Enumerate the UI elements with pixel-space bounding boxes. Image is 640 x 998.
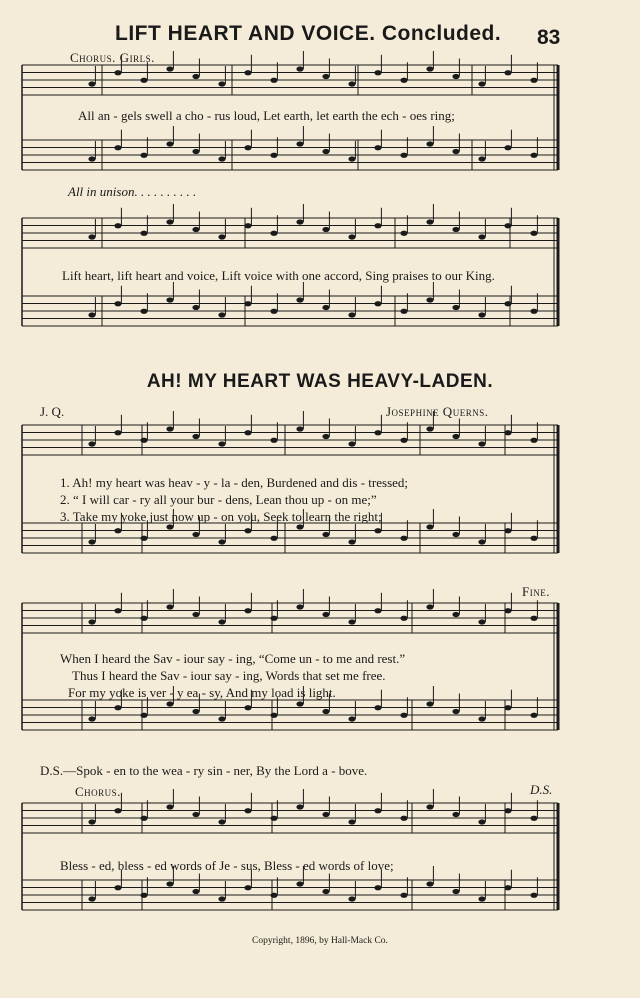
note-head: [348, 156, 355, 161]
note-head: [374, 70, 381, 75]
note-head: [452, 434, 459, 439]
note-head: [504, 608, 511, 613]
note-head: [426, 297, 433, 302]
note-head: [374, 528, 381, 533]
note-head: [452, 305, 459, 310]
note-head: [478, 819, 485, 824]
note-head: [400, 816, 407, 821]
note-head: [374, 430, 381, 435]
note-head: [452, 532, 459, 537]
note-head: [114, 608, 121, 613]
note-head: [296, 141, 303, 146]
note-head: [478, 81, 485, 86]
note-head: [140, 893, 147, 898]
chorus-lyric-line: Bless - ed, bless - ed words of Je - sus, Bless - ed words of love;: [60, 858, 394, 873]
note-head: [530, 893, 537, 898]
note-head: [140, 231, 147, 236]
note-head: [426, 219, 433, 224]
note-head: [244, 608, 251, 613]
verse-line: 2. “ I will car - ry all your bur - dens, Lean thou up - on me;”: [60, 492, 377, 507]
note-head: [478, 156, 485, 161]
note-head: [218, 81, 225, 86]
note-head: [192, 709, 199, 714]
note-head: [348, 896, 355, 901]
note-head: [166, 804, 173, 809]
song-title: AH! MY HEART WAS HEAVY-LADEN.: [146, 371, 494, 392]
note-head: [218, 156, 225, 161]
note-head: [140, 816, 147, 821]
note-head: [296, 297, 303, 302]
fine-label: Fine.: [522, 584, 550, 599]
note-head: [348, 619, 355, 624]
note-head: [478, 312, 485, 317]
note-head: [452, 889, 459, 894]
note-head: [218, 441, 225, 446]
note-head: [166, 604, 173, 609]
verse-line: 3. Take my yoke just now up - on you, Seek to learn the right;: [60, 509, 382, 524]
note-head: [218, 819, 225, 824]
note-head: [140, 153, 147, 158]
note-head: [114, 145, 121, 150]
note-head: [426, 701, 433, 706]
note-head: [478, 896, 485, 901]
note-head: [296, 881, 303, 886]
note-head: [374, 145, 381, 150]
note-head: [192, 434, 199, 439]
note-head: [426, 881, 433, 886]
note-head: [348, 312, 355, 317]
note-head: [452, 812, 459, 817]
note-head: [114, 808, 121, 813]
note-head: [400, 78, 407, 83]
note-head: [452, 612, 459, 617]
note-head: [530, 816, 537, 821]
copyright-notice: Copyright, 1896, by Hall-Mack Co.: [252, 936, 388, 946]
note-head: [88, 156, 95, 161]
note-head: [426, 804, 433, 809]
note-head: [192, 612, 199, 617]
note-head: [530, 78, 537, 83]
note-head: [504, 808, 511, 813]
note-head: [166, 701, 173, 706]
note-head: [400, 616, 407, 621]
direction-text: All in unison. . . . . . . . . .: [68, 184, 197, 199]
note-head: [218, 312, 225, 317]
note-head: [166, 524, 173, 529]
note-head: [270, 536, 277, 541]
note-head: [296, 426, 303, 431]
note-head: [322, 305, 329, 310]
note-head: [530, 231, 537, 236]
note-head: [530, 536, 537, 541]
note-head: [270, 816, 277, 821]
note-head: [530, 309, 537, 314]
note-head: [140, 78, 147, 83]
verse-line: Thus I heard the Sav - iour say - ing, Words that set me free.: [72, 668, 386, 683]
note-head: [504, 430, 511, 435]
note-head: [218, 234, 225, 239]
note-head: [114, 885, 121, 890]
note-head: [244, 301, 251, 306]
note-head: [426, 524, 433, 529]
note-head: [114, 70, 121, 75]
note-head: [322, 709, 329, 714]
lyric-line: All an - gels swell a cho - rus loud, Let earth, let earth the ech - oes ring;: [78, 108, 455, 123]
note-head: [504, 223, 511, 228]
author-initials: J. Q.: [40, 404, 65, 419]
note-head: [218, 619, 225, 624]
note-head: [504, 301, 511, 306]
note-head: [478, 716, 485, 721]
note-head: [478, 234, 485, 239]
note-head: [504, 705, 511, 710]
verse-line: 1. Ah! my heart was heav - y - la - den, Burdened and dis - tressed;: [60, 475, 409, 490]
note-head: [322, 812, 329, 817]
note-head: [88, 619, 95, 624]
note-head: [322, 612, 329, 617]
note-head: [400, 893, 407, 898]
note-head: [400, 438, 407, 443]
note-head: [244, 70, 251, 75]
note-head: [426, 66, 433, 71]
note-head: [348, 539, 355, 544]
note-head: [452, 227, 459, 232]
chorus-girls-label: Chorus. Girls.: [70, 50, 155, 65]
note-head: [244, 705, 251, 710]
note-head: [244, 430, 251, 435]
note-head: [270, 438, 277, 443]
note-head: [114, 223, 121, 228]
note-head: [426, 604, 433, 609]
note-head: [270, 893, 277, 898]
note-head: [88, 81, 95, 86]
note-head: [348, 441, 355, 446]
note-head: [114, 430, 121, 435]
note-head: [270, 153, 277, 158]
note-head: [140, 438, 147, 443]
note-head: [400, 153, 407, 158]
note-head: [530, 616, 537, 621]
note-head: [270, 309, 277, 314]
note-head: [322, 434, 329, 439]
note-head: [114, 301, 121, 306]
note-head: [270, 713, 277, 718]
ds-lyric-line: D.S.—Spok - en to the wea - ry sin - ner, By the Lord a - bove.: [40, 763, 368, 778]
note-head: [140, 713, 147, 718]
note-head: [374, 223, 381, 228]
note-head: [244, 223, 251, 228]
note-head: [452, 709, 459, 714]
note-head: [192, 889, 199, 894]
lyric-line: Lift heart, lift heart and voice, Lift voice with one accord, Sing praises to our King.: [62, 268, 495, 283]
note-head: [270, 616, 277, 621]
note-head: [244, 145, 251, 150]
note-head: [166, 426, 173, 431]
note-head: [504, 145, 511, 150]
note-head: [374, 808, 381, 813]
note-head: [426, 141, 433, 146]
note-head: [88, 312, 95, 317]
note-head: [166, 297, 173, 302]
note-head: [192, 74, 199, 79]
note-head: [218, 539, 225, 544]
note-head: [88, 234, 95, 239]
note-head: [270, 78, 277, 83]
note-head: [348, 234, 355, 239]
note-head: [348, 716, 355, 721]
note-head: [140, 536, 147, 541]
note-head: [322, 227, 329, 232]
note-head: [88, 539, 95, 544]
note-head: [452, 149, 459, 154]
note-head: [166, 66, 173, 71]
ds-label: D.S.: [530, 782, 553, 797]
note-head: [530, 438, 537, 443]
note-head: [478, 619, 485, 624]
note-head: [322, 532, 329, 537]
note-head: [140, 309, 147, 314]
note-head: [348, 819, 355, 824]
page-number: 83: [537, 26, 561, 49]
note-head: [88, 441, 95, 446]
note-head: [88, 716, 95, 721]
note-head: [322, 74, 329, 79]
note-head: [166, 219, 173, 224]
note-head: [140, 616, 147, 621]
note-head: [452, 74, 459, 79]
page-header-title: LIFT HEART AND VOICE. Concluded.: [115, 22, 502, 45]
note-head: [504, 70, 511, 75]
note-head: [270, 231, 277, 236]
note-head: [192, 812, 199, 817]
note-head: [218, 716, 225, 721]
note-head: [478, 539, 485, 544]
note-head: [296, 219, 303, 224]
note-head: [504, 885, 511, 890]
verse-line: For my yoke is ver - y ea - sy, And my load is light.: [68, 685, 336, 700]
note-head: [296, 66, 303, 71]
note-head: [296, 524, 303, 529]
note-head: [374, 301, 381, 306]
note-head: [374, 705, 381, 710]
chorus-label: Chorus.: [75, 784, 121, 799]
note-head: [192, 305, 199, 310]
note-head: [400, 309, 407, 314]
note-head: [400, 713, 407, 718]
note-head: [166, 141, 173, 146]
note-head: [244, 808, 251, 813]
note-head: [530, 153, 537, 158]
composer-name: Josephine Querns.: [386, 404, 489, 419]
note-head: [296, 604, 303, 609]
note-head: [400, 536, 407, 541]
note-head: [426, 426, 433, 431]
note-head: [166, 881, 173, 886]
note-head: [296, 701, 303, 706]
note-head: [374, 608, 381, 613]
note-head: [192, 227, 199, 232]
note-head: [192, 532, 199, 537]
note-head: [114, 705, 121, 710]
note-head: [88, 896, 95, 901]
note-head: [374, 885, 381, 890]
note-head: [296, 804, 303, 809]
note-head: [530, 713, 537, 718]
note-head: [348, 81, 355, 86]
note-head: [218, 896, 225, 901]
note-head: [88, 819, 95, 824]
note-head: [478, 441, 485, 446]
note-head: [192, 149, 199, 154]
note-head: [504, 528, 511, 533]
note-head: [400, 231, 407, 236]
note-head: [244, 885, 251, 890]
note-head: [322, 889, 329, 894]
note-head: [322, 149, 329, 154]
note-head: [244, 528, 251, 533]
verse-line: When I heard the Sav - iour say - ing, “Come un - to me and rest.”: [60, 651, 406, 666]
note-head: [114, 528, 121, 533]
